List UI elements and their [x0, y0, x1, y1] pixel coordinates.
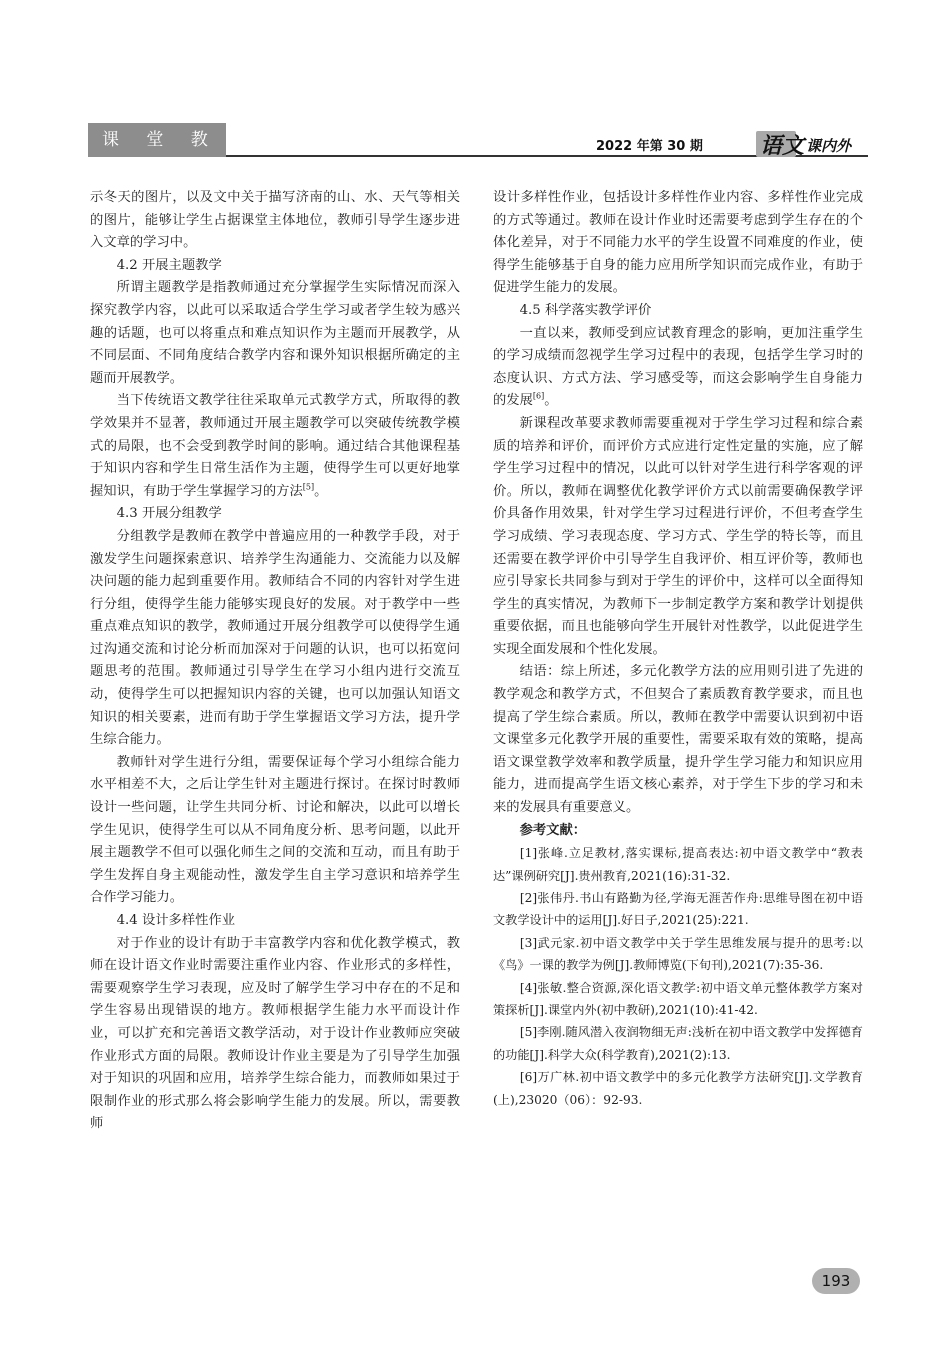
paragraph — [90, 390, 460, 503]
logo-sub-text: 课内外 — [806, 137, 852, 155]
reference-item: [5]李刚.随风潜入夜润物细无声:浅析在初中语文教学中发挥德育的功能[J].科学大众(科学教育),2021(2):13. — [493, 1025, 863, 1062]
reference-item: [2]张伟丹.书山有路勤为径,学海无涯苦作舟:思维导图在初中语文教学设计中的运用[J].好日子,2021(25):221. — [493, 891, 863, 928]
paragraph — [493, 323, 863, 413]
right-column — [493, 187, 863, 1111]
reference-item: [3]武元家.初中语文教学中关于学生思维发展与提升的思考:以《鸟》一课的教学为例[J].教师博览(下旬刊),2021(7):35-36. — [493, 935, 863, 973]
reference-item: [4]张敏.整合资源,深化语文教学:初中语文单元整体教学方案对策探析[J].课堂内外(初中教研),2021(10):41-42. — [493, 980, 863, 1018]
paragraph: 对于作业的设计有助于丰富教学内容和优化教学模式，教师在设计语文作业时需要注重作业内容、作业形式的多样性，需要观察学生学习表现，应及时了解学生学习中存在的不足和学生容易出现错误的地方。教师根据学生能力水平而设计作业，可以扩充和完善语文教学活动，对于设计作业教师应突破作业形式方面的局限。教师设计作业主要是为了引导学生加强对于知识的巩固和应用，培养学生综合能力，而教师如果过于限制作业的形式那么将会影响学生能力的发展。所以，需要教师 — [90, 935, 460, 1132]
paragraph: 示冬天的图片，以及文中关于描写济南的山、水、天气等相关的图片，能够让学生占据课堂主体地位，教师引导学生逐步进入文章的学习中。 — [90, 190, 460, 251]
paragraph: 分组教学是教师在教学中普遍应用的一种教学手段，对于激发学生问题探索意识、培养学生沟通能力、交流能力以及解决问题的能力起到重要作用。教师结合不同的内容针对学生进行分组，使得学生能力能够实现良好的发展。对于教学中一些重点难点知识的教学，教师通过开展分组教学可以使得学生通过沟通交流和讨论分析而加深对于问题的认识，也可以拓宽问题思考的范围。教师通过引导学生在学习小组内进行交流互动，使得学生可以把握知识内容的关键，也可以加强认知语文知识的相关要素，进而有助于学生掌握语文学习方法，提升学生综合能力。 — [90, 528, 460, 748]
paragraph-text: 当下传统语文教学往往采取单元式教学方式，所取得的教学效果并不显著，教师通过开展主题教学可以突破传统教学模式的局限，也不会受到教学时间的影响。通过结合其他课程基于知识内容和学生日常生活作为主题，使得学生可以更好地掌握知识，有助于学生掌握学习的方法 — [90, 393, 460, 499]
journal-logo — [756, 129, 868, 157]
section-heading-4-2: 4.2 开展主题教学 — [116, 257, 222, 273]
section-heading-4-5: 4.5 科学落实教学评价 — [519, 302, 652, 318]
left-column — [90, 187, 460, 1136]
citation-5: [5] — [302, 482, 315, 492]
paragraph: 新课程改革要求教师需要重视对于学生学习过程和综合素质的培养和评价，而评价方式应进行定性定量的实施，应了解学生学习过程中的情况，以此可以针对学生进行科学客观的评价。所以，教师在调整优化教学评价方式以前需要确保教学评价具备作用效果，针对学生学习过程进行评价，不但考查学生学习成绩、学习表现态度、学习方式、学生学的特长等，而且还需要在教学评价中引导学生自我评价、相互评价等，教师也应引导家长共同参与到对于学生的评价中，这样可以全面得知学生的真实情况，为教师下一步制定教学方案和教学计划提供重要依据，而且也能够向学生开展针对性教学，以此促进学生实现全面发展和个性化发展。 — [493, 415, 863, 657]
issue-label: 2022 年第 30 期 — [596, 139, 703, 154]
paragraph-text: 一直以来，教师受到应试教育理念的影响，更加注重学生的学习成绩而忽视学生学习过程中的表现，包括学生学习时的态度认识、方式方法、学习感受等，而这会影响学生自身能力的发展 — [493, 325, 863, 409]
paragraph: 教师针对学生进行分组，需要保证每个学习小组综合能力水平相差不大，之后让学生针对主题进行探讨。在探讨时教师设计一些问题，让学生共同分析、讨论和解决，以此可以增长学生见识，使得学生可以从不同角度分析、思考问题，以此开展主题教学不但可以强化师生之间的交流和互动，而且有助于学生发挥自身主观能动性，激发学生自主学习意识和培养学生合作学习能力。 — [90, 754, 460, 906]
reference-item: [6]万广林.初中语文教学中的多元化教学方法研究[J].文学教育(上),23020（06）：92-93. — [493, 1070, 863, 1107]
reference-item: [1]张峰.立足教材,落实课标,提高表达:初中语文教学中“教表达”课例研究[J].贵州教育,2021(16):31-32. — [493, 846, 863, 883]
paragraph: 所谓主题教学是指教师通过充分掌握学生实际情况而深入探究教学内容，以此可以采取适合学生学习或者学生较为感兴趣的话题，也可以将重点和难点知识作为主题而开展教学，从不同层面、不同角度结合教学内容和课外知识根据所确定的主题而开展教学。 — [90, 280, 460, 386]
section-label: 课 堂 教 学 — [88, 123, 226, 157]
paragraph-end: 。 — [544, 393, 558, 409]
section-heading-4-3: 4.3 开展分组教学 — [116, 506, 222, 522]
page-number: 193 — [812, 1268, 860, 1294]
page-header — [88, 123, 868, 184]
conclusion-paragraph: 结语：综上所述，多元化教学方法的应用则引进了先进的教学观念和教学方式，不但契合了素质教育教学要求，而且也提高了学生综合素质。所以，教师在教学中需要认识到初中语文课堂多元化教学开展的重要性，需要采取有效的策略，提高语文课堂教学效率和教学质量，提升学生学习能力和知识应用能力，进而提高学生语文核心素养，对于学生下步的学习和未来的发展具有重要意义。 — [493, 664, 863, 816]
paragraph: 设计多样性作业，包括设计多样性作业内容、多样性作业完成的方式等通过。教师在设计作业时还需要考虑到学生存在的个体化差异，对于不同能力水平的学生设置不同难度的作业，使得学生能够基于自身的能力应用所学知识而完成作业，有助于促进学生能力的发展。 — [493, 190, 863, 296]
section-heading-4-4: 4.4 设计多样性作业 — [116, 913, 236, 928]
citation-6: [6] — [532, 391, 545, 401]
references-title: 参考文献： — [519, 822, 587, 838]
logo-main-text: 语文 — [760, 133, 805, 159]
paragraph-end: 。 — [314, 483, 328, 499]
